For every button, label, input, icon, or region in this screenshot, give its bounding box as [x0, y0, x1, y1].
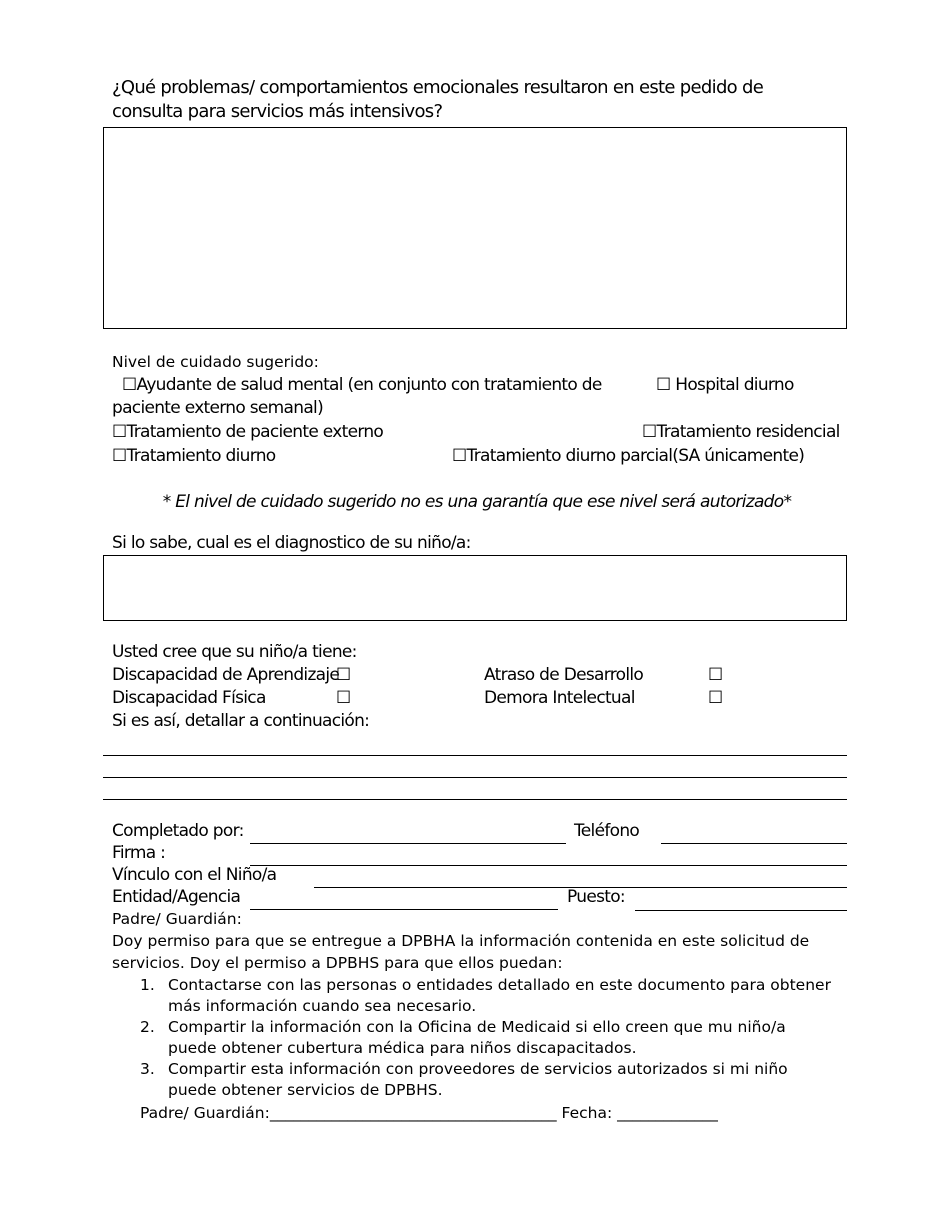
- list-item: [112, 975, 847, 1017]
- checkbox-mental-health-aide[interactable]: ☐: [122, 375, 137, 395]
- option-residential[interactable]: [642, 422, 840, 442]
- condition-learning-label: Discapacidad de Aprendizaje: [112, 665, 340, 685]
- option-day-treatment[interactable]: [112, 446, 275, 466]
- conditions-detail-label: Si es así, detallar a continuación:: [112, 711, 370, 731]
- completed-by-label: Completado por:: [112, 821, 244, 841]
- consent-item-text: Compartir la información con la Oficina de Medicaid si ello creen que mu niño/a: [168, 1018, 786, 1036]
- phone-label: Teléfono: [574, 821, 640, 841]
- consent-item-text: Contactarse con las personas o entidades detallado en este documento para obtener: [168, 976, 831, 994]
- checkbox-outpatient[interactable]: ☐: [112, 422, 127, 442]
- signature-field[interactable]: [250, 865, 847, 866]
- checkbox-intellectual-delay[interactable]: ☐: [708, 688, 723, 708]
- option-outpatient[interactable]: [112, 422, 383, 442]
- position-label: Puesto:: [567, 887, 625, 907]
- phone-field[interactable]: [661, 843, 847, 844]
- diagnosis-label: Si lo sabe, cual es el diagnostico de su niño/a:: [112, 533, 471, 553]
- detail-line-2[interactable]: [103, 777, 847, 778]
- option-residential-label: Tratamiento residencial: [656, 422, 840, 442]
- checkbox-day-treatment[interactable]: ☐: [112, 446, 127, 466]
- consent-item-number: 2.: [140, 1018, 155, 1036]
- consent-line-1: Doy permiso para que se entregue a DPBHA la información contenida en este solicitud de: [112, 932, 810, 950]
- consent-line-2: servicios. Doy el permiso a DPBHS para que ellos puedan:: [112, 954, 563, 972]
- option-day-hospital-label: Hospital diurno: [670, 375, 794, 395]
- care-level-disclaimer: * El nivel de cuidado sugerido no es una garantía que ese nivel será autorizado*: [162, 492, 792, 512]
- guardian-signature-date-line[interactable]: Padre/ Guardián:_____________________________________ Fecha: _____________: [140, 1104, 718, 1122]
- guardian-label: Padre/ Guardián:: [112, 910, 242, 928]
- list-item: [112, 1017, 847, 1059]
- consent-list: [112, 975, 847, 1101]
- question-line-1: ¿Qué problemas/ comportamientos emocionales resultaron en este pedido de: [112, 77, 764, 98]
- agency-label: Entidad/Agencia: [112, 887, 241, 907]
- relationship-label: Vínculo con el Niño/a: [112, 865, 277, 885]
- condition-developmental-label: Atraso de Desarrollo: [484, 665, 644, 685]
- question-line-2: consulta para servicios más intensivos?: [112, 101, 443, 122]
- condition-physical-label: Discapacidad Física: [112, 688, 266, 708]
- consent-item-text-continued: puede obtener servicios de DPBHS.: [168, 1081, 443, 1099]
- option-day-hospital[interactable]: [656, 375, 794, 395]
- consent-item-number: 3.: [140, 1060, 155, 1078]
- consent-item-text-continued: más información cuando sea necesario.: [168, 997, 477, 1015]
- option-mental-health-aide-label: Ayudante de salud mental (en conjunto con tratamiento de: [136, 375, 602, 395]
- checkbox-partial-day-treatment[interactable]: ☐: [452, 446, 467, 466]
- option-outpatient-label: Tratamiento de paciente externo: [126, 422, 384, 442]
- checkbox-learning-disability[interactable]: ☐: [336, 665, 351, 685]
- consent-item-text: Compartir esta información con proveedores de servicios autorizados si mi niño: [168, 1060, 788, 1078]
- position-field[interactable]: [635, 910, 847, 911]
- detail-line-1[interactable]: [103, 755, 847, 756]
- care-level-label: Nivel de cuidado sugerido:: [112, 353, 319, 371]
- checkbox-residential[interactable]: ☐: [642, 422, 657, 442]
- option-partial-day-treatment-label: Tratamiento diurno parcial(SA únicamente): [466, 446, 805, 466]
- checkbox-developmental-delay[interactable]: ☐: [708, 665, 723, 685]
- conditions-label: Usted cree que su niño/a tiene:: [112, 642, 357, 662]
- option-partial-day-treatment[interactable]: [452, 446, 804, 466]
- consent-item-number: 1.: [140, 976, 155, 994]
- problems-text-area[interactable]: [103, 127, 847, 329]
- checkbox-physical-disability[interactable]: ☐: [336, 688, 351, 708]
- checkbox-day-hospital[interactable]: ☐: [656, 375, 671, 395]
- agency-field[interactable]: [250, 909, 558, 910]
- signature-label: Firma :: [112, 843, 166, 863]
- completed-by-field[interactable]: [250, 843, 566, 844]
- detail-line-3[interactable]: [103, 799, 847, 800]
- condition-intellectual-label: Demora Intelectual: [484, 688, 635, 708]
- diagnosis-text-area[interactable]: [103, 555, 847, 621]
- option-mental-health-aide[interactable]: [122, 375, 602, 395]
- consent-item-text-continued: puede obtener cubertura médica para niños discapacitados.: [168, 1039, 637, 1057]
- option-day-treatment-label: Tratamiento diurno: [126, 446, 276, 466]
- option-mental-health-aide-label-line2: paciente externo semanal): [112, 398, 323, 418]
- list-item: [112, 1059, 847, 1101]
